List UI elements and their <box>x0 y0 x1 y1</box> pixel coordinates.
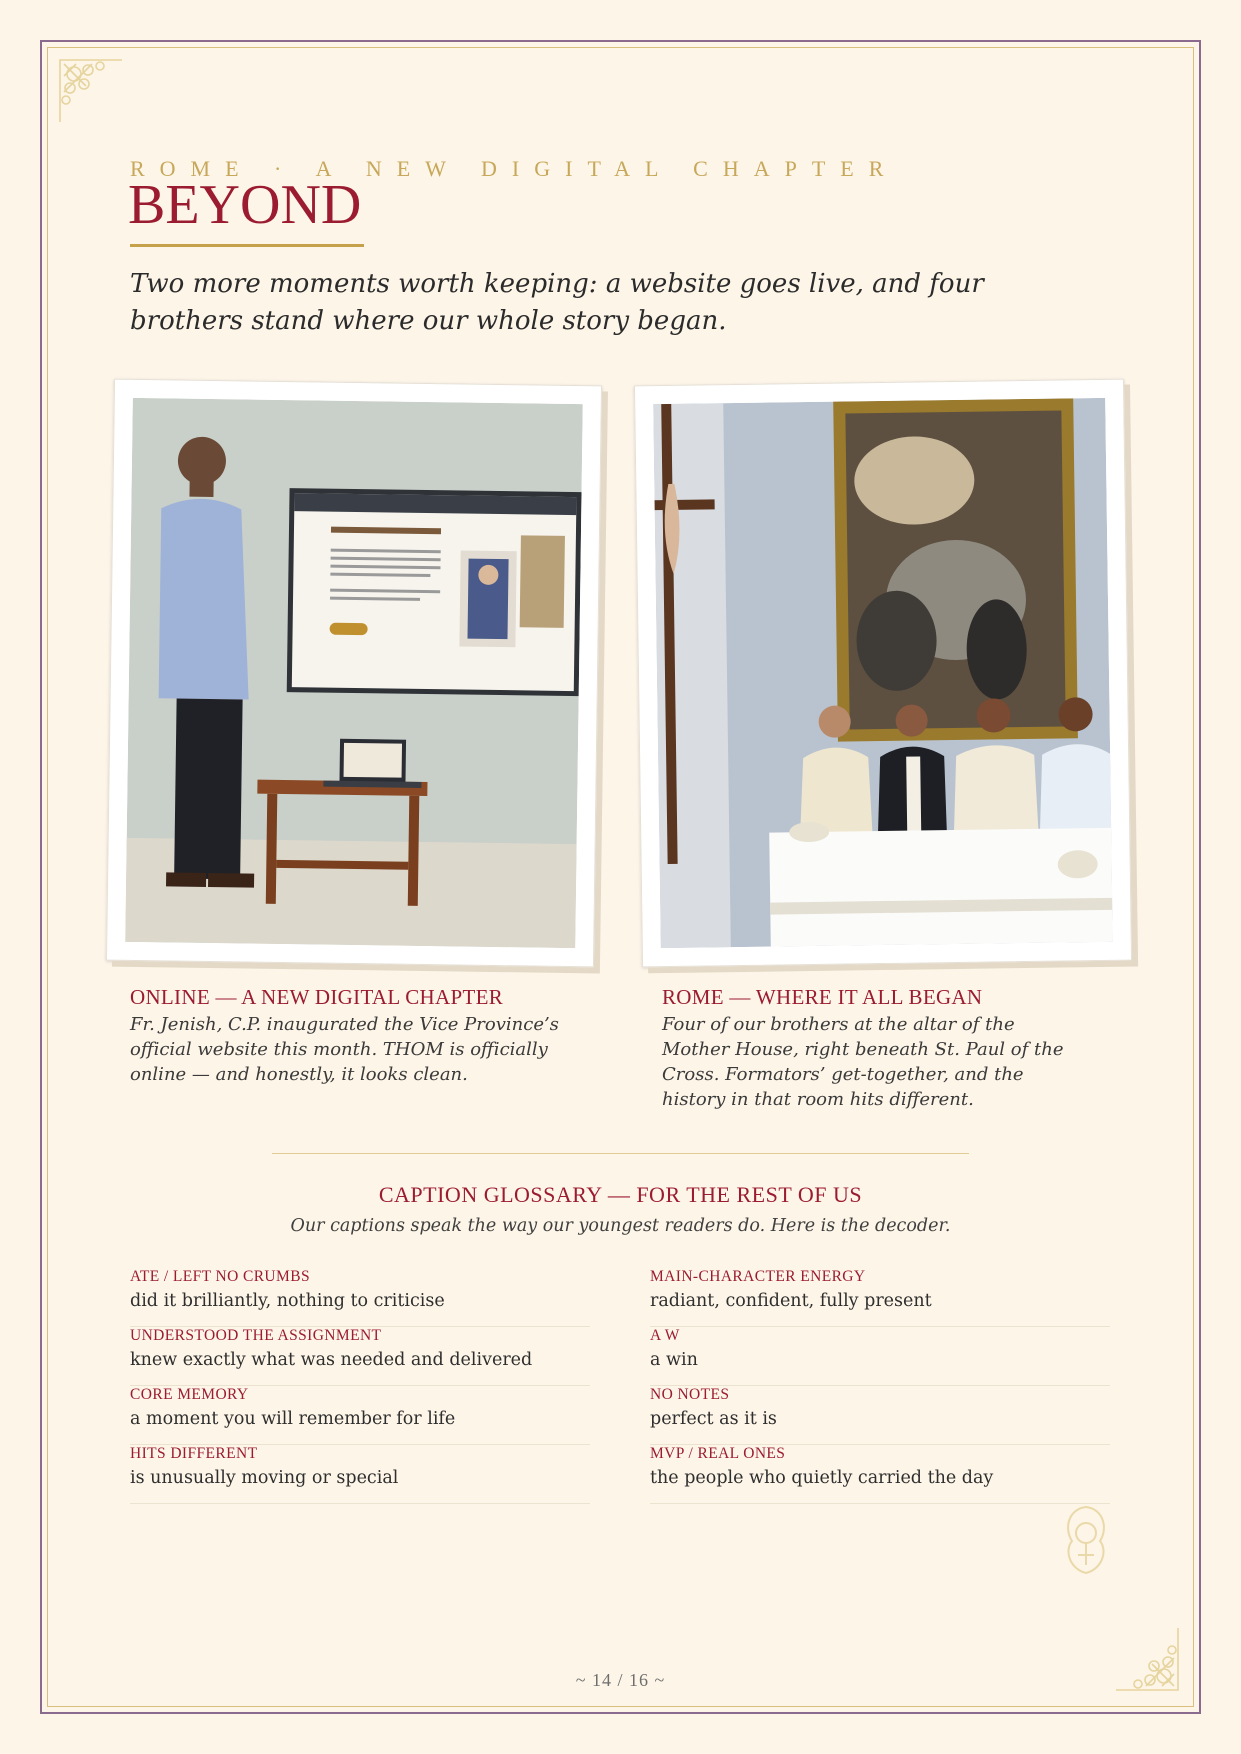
mother-house-photo <box>653 398 1113 948</box>
glossary-definition: the people who quietly carried the day <box>650 1468 994 1488</box>
glossary-item <box>130 1386 590 1445</box>
glossary-definition: radiant, confident, fully present <box>650 1291 932 1311</box>
glossary-item <box>650 1268 1110 1327</box>
glossary-term: A W <box>650 1327 680 1344</box>
caption-title-rome: ROME — WHERE IT ALL BEGAN <box>662 985 983 1009</box>
caption-body-website: Fr. Jenish, C.P. inaugurated the Vice Province’s official website this month. THOM is officially online — and honestly, it looks clean. <box>130 1014 559 1085</box>
glossary-item <box>650 1327 1110 1386</box>
glossary-term: NO NOTES <box>650 1386 730 1403</box>
glossary-item <box>650 1386 1110 1445</box>
crest-ornament-icon <box>1058 1503 1114 1577</box>
glossary-definition: is unusually moving or special <box>130 1468 399 1488</box>
glossary-term: MVP / REAL ONES <box>650 1445 786 1462</box>
caption-body-rome: Four of our brothers at the altar of the Mother House, right beneath St. Paul of the Cross. Formators’ get-together, and the history in that room hits different. <box>662 1014 1064 1110</box>
website-launch-photo <box>125 398 583 948</box>
glossary-divider <box>272 1153 969 1154</box>
glossary-definition: knew exactly what was needed and delivered <box>130 1350 533 1370</box>
glossary-item <box>130 1327 590 1386</box>
glossary-subtitle: Our captions speak the way our youngest readers do. Here is the decoder. <box>290 1216 951 1236</box>
glossary-item <box>650 1445 1110 1504</box>
lace-corner-icon <box>56 56 126 126</box>
lede: Two more moments worth keeping: a website goes live, and four brothers stand where our whole story began. <box>130 269 984 336</box>
photo-website-launch <box>106 379 602 968</box>
kicker: ROME · A NEW DIGITAL CHAPTER <box>130 156 899 181</box>
glossary-definition: a win <box>650 1350 698 1370</box>
page-number: ~ 14 / 16 ~ <box>575 1670 666 1690</box>
glossary-definition: did it brilliantly, nothing to criticise <box>130 1291 445 1311</box>
glossary-term: UNDERSTOOD THE ASSIGNMENT <box>130 1327 382 1344</box>
glossary-term: CORE MEMORY <box>130 1386 249 1403</box>
caption-title-website: ONLINE — A NEW DIGITAL CHAPTER <box>130 985 504 1009</box>
glossary-term: HITS DIFFERENT <box>130 1445 258 1462</box>
glossary-term: MAIN-CHARACTER ENERGY <box>650 1268 866 1285</box>
glossary-definition: a moment you will remember for life <box>130 1409 456 1429</box>
glossary-column-left <box>130 1268 590 1504</box>
glossary-item <box>130 1445 590 1504</box>
glossary-definition: perfect as it is <box>650 1409 777 1429</box>
glossary-title: CAPTION GLOSSARY — FOR THE REST OF US <box>378 1182 863 1207</box>
glossary-item <box>130 1268 590 1327</box>
glossary-term: ATE / LEFT NO CRUMBS <box>130 1268 310 1285</box>
photo-mother-house <box>634 379 1132 968</box>
glossary-column-right <box>650 1268 1110 1504</box>
page-title: BEYOND <box>128 174 362 236</box>
title-underline <box>130 244 364 247</box>
